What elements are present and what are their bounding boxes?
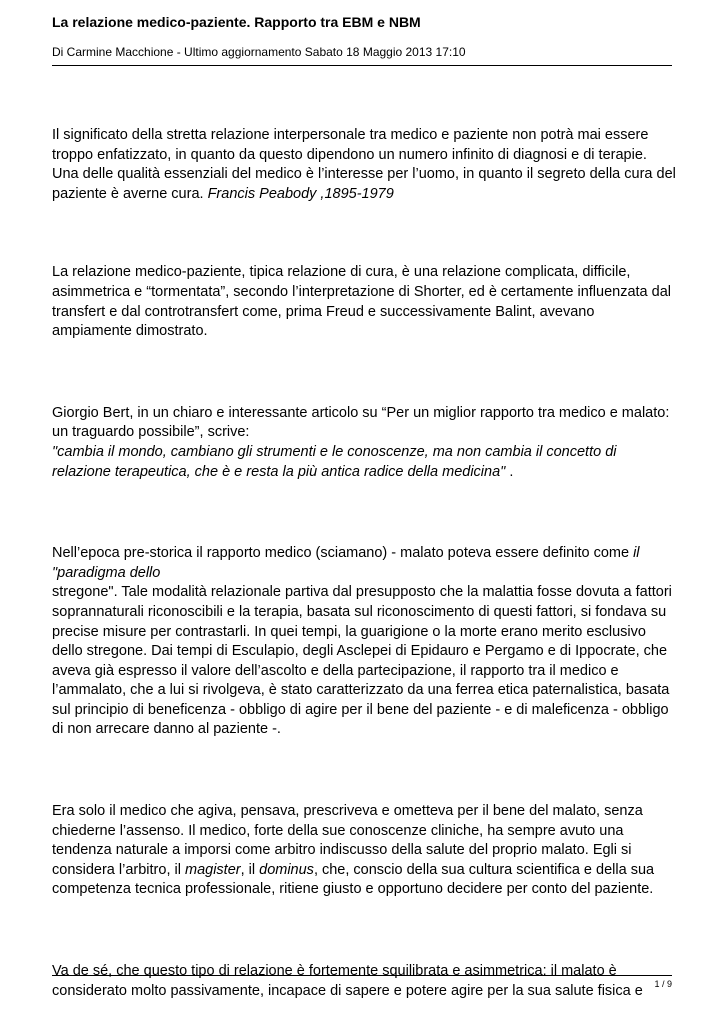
paragraph-relazione: La relazione medico-paziente, tipica relazione di cura, è una relazione complicata, difficile, asimmetrica e “tormentata”, secondo l’interpretazione di Shorter, ed è certamente influenzata dal transfert e dal controtransfert come, prima Freud e successivamente Balint, avevano ampiamente dimostrato. [52,264,671,340]
preistoria-lead: Nell’epoca pre-storica il rapporto medico (sciamano) - malato poteva essere definito come [52,545,634,562]
paragraph-peabody-quote [52,126,676,204]
paragraph-paternalismo [52,802,676,900]
document-title: La relazione medico-paziente. Rapporto tra EBM e NBM [52,14,421,30]
magister-term: magister [184,861,241,878]
paternalismo-text-3: , che, conscio della sua cultura scientifica e della sua competenza tecnica professionale, ritiene giusto e opportuno decidere per conto del paziente. [52,861,655,898]
page-number: 1 / 9 [654,979,672,989]
paradigma-italic: il "paradigma dello [52,545,640,581]
paragraph-preistoria [52,544,676,740]
paragraph-asimmetria: Va de sé, che questo tipo di relazione è fortemente squilibrata e asimmetrica: il malato è considerato molto passivamente, incapace di sapere e potere agire per la sua salute fisica e [52,963,643,999]
dominus-term: dominus [259,861,314,878]
paternalismo-text-2: , il [240,861,260,878]
quote-author: Francis Peabody ,1895-1979 [207,185,394,202]
paternalismo-text-1: Era solo il medico che agiva, pensava, prescriveva e ometteva per il bene del malato, senza chiederne l’assenso. Il medico, forte della sue conoscenze cliniche, ha sempre avuto una tendenza naturale a imporsi come arbitro indiscusso della salute del proprio malato. Egli si considera l’arbitro, il [52,803,643,878]
author-byline: Di Carmine Macchione - Ultimo aggiornamento Sabato 18 Maggio 2013 17:10 [52,44,672,66]
bert-quote-tail: . [505,463,514,480]
article-body [52,126,676,1001]
bert-quote: "cambia il mondo, cambiano gli strumenti e le conoscenze, ma non cambia il concetto di relazione terapeutica, che è e resta la più antica radice della medicina" [52,443,617,480]
bert-intro: Giorgio Bert, in un chiaro e interessante articolo su “Per un miglior rapporto tra medico e malato: un traguardo possibile”, scrive: [52,404,670,441]
preistoria-body: stregone". Tale modalità relazionale partiva dal presupposto che la malattia fosse dovuta a fattori soprannaturali riconoscibili e la terapia, basata sul riconoscimento di questi fattori, si fondava su precise misure per contrastarli. In quei tempi, la guarigione o la morte erano merito esclusivo dello stregone. Dai tempi di Esculapio, degli Asclepei di Epidauro e Pergamo e di Ippocrate, che aveva già espresso il valore dell’ascolto e della partecipazione, il rapporto tra il medico e l’ammalato, che a lui si rivolgeva, è stato caratterizzato da una ferrea etica paternalistica, basata sul principio di beneficenza - obbligo di agire per il bene del paziente - e di maleficenza - obbligo di non arrecare danno al paziente -. [52,584,672,738]
page-footer [52,975,672,990]
peabody-quote-text: Il significato della stretta relazione interpersonale tra medico e paziente non potrà mai essere troppo enfatizzato, in quanto da questo dipendono un numero infinito di diagnosi e di terapie. Una delle qualità essenziali del medico è l’interesse per l’uomo, in quanto il segreto della cura del paziente è averne cura. [52,127,676,202]
page-header [52,13,672,66]
paragraph-bert [52,404,676,482]
